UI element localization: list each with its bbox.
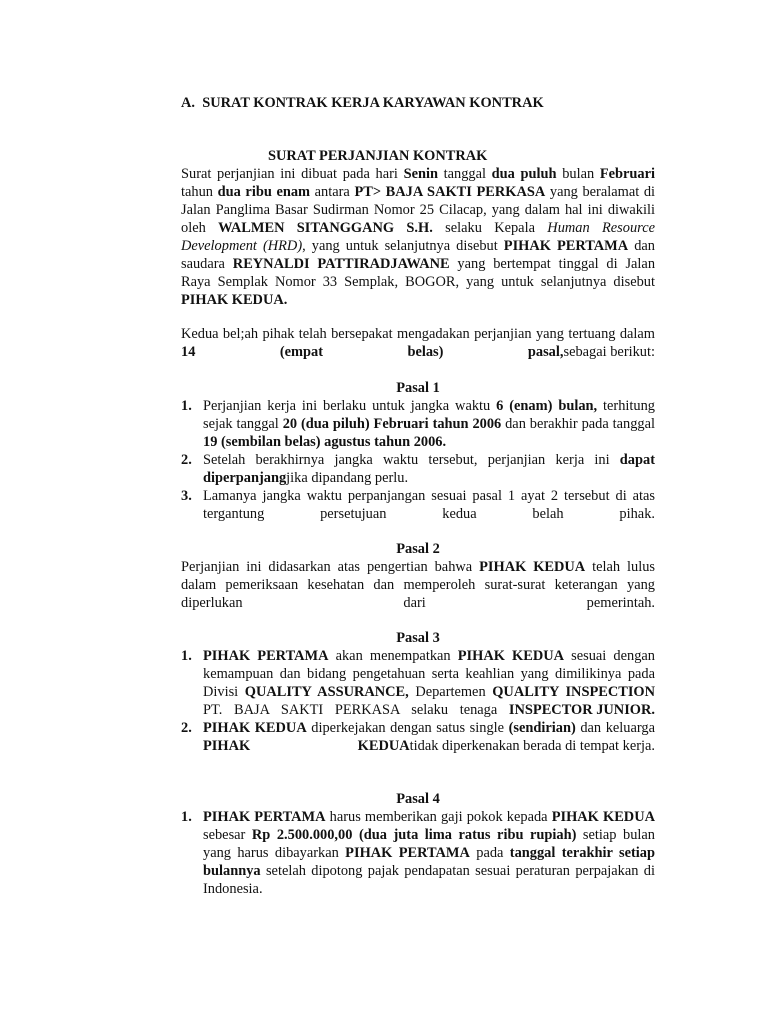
pasal-3-title: Pasal 3 — [396, 630, 440, 646]
party-two: PIHAK KEDUA — [479, 559, 586, 575]
intro-text: dan saudara — [181, 238, 655, 272]
item-emphasis: (sendirian) — [508, 720, 576, 736]
intro-text: Surat perjanjian ini dibuat pada hari — [181, 166, 404, 182]
item-text: sebesar — [203, 827, 252, 843]
representative-name: WALMEN SITANGGANG S.H. — [218, 220, 433, 236]
item-text: dan keluarga — [575, 720, 655, 736]
item-emphasis: PIHAK PERTAMA — [203, 809, 326, 825]
list-item — [181, 719, 655, 755]
item-emphasis: QUALITY INSPECTION — [492, 684, 656, 700]
agreement-text: Kedua bel;ah pihak telah bersepakat mengadakan perjanjian yang tertuang dalam — [181, 326, 655, 342]
item-text: PT. BAJA SAKTI PERKASA selaku tenaga — [203, 702, 509, 718]
item-emphasis: 6 (enam) bulan, — [496, 398, 598, 414]
intro-text: tahun — [181, 184, 218, 200]
item-text: setelah dipotong pajak pendapatan sesuai peraturan perpajakan di Indonesia. — [203, 863, 655, 897]
pasal-3-list — [181, 647, 655, 755]
item-emphasis: dapat diperpanjang — [203, 452, 655, 486]
item-number: 2. — [181, 720, 192, 736]
list-item — [181, 808, 655, 898]
intro-text: selaku Kepala — [432, 220, 548, 236]
item-number: 3. — [181, 488, 192, 504]
item-text: harus memberikan gaji pokok kepada — [325, 809, 552, 825]
item-number: 1. — [181, 398, 192, 414]
item-text: sesuai dengan kemampuan dan bidang pengetahuan serta keahlian yang dimilikinya pada Divisi — [203, 648, 655, 700]
agreement-paragraph — [181, 325, 655, 361]
employee-name: REYNALDI PATTIRADJAWANE — [232, 256, 450, 272]
intro-text: antara — [310, 184, 355, 200]
item-emphasis: tanggal terakhir setiap bulannya — [203, 845, 655, 879]
item-emphasis: PIHAK PERTAMA — [203, 648, 329, 664]
section-letter: A. — [181, 95, 195, 111]
item-text: tidak diperkenakan berada di tempat kerja. — [409, 738, 655, 754]
item-text: terhitung sejak tanggal — [203, 398, 655, 432]
pasal-1-title: Pasal 1 — [396, 380, 440, 396]
item-text: Departemen — [408, 684, 493, 700]
item-emphasis: PIHAK KEDUA — [457, 648, 564, 664]
item-emphasis: PIHAK KEDUA — [203, 738, 410, 754]
item-emphasis: PIHAK PERTAMA — [345, 845, 470, 861]
intro-text: yang bertempat tinggal di Jalan Raya Semplak Nomor 33 Semplak, BOGOR, yang untuk selanjutnya disebut — [181, 256, 656, 290]
intro-month: Februari — [599, 166, 655, 182]
list-item — [181, 451, 655, 487]
list-item — [181, 487, 655, 523]
agreement-text: sebagai berikut: — [563, 344, 655, 360]
item-emphasis: PIHAK KEDUA — [551, 809, 655, 825]
section-title: SURAT KONTRAK KERJA KARYAWAN KONTRAK — [202, 95, 544, 111]
party-one: PIHAK PERTAMA — [503, 238, 629, 254]
intro-text: tanggal — [437, 166, 492, 182]
item-text: dan berakhir pada tanggal — [501, 416, 656, 432]
item-emphasis: INSPECTOR JUNIOR. — [508, 702, 655, 718]
pasal-4-list — [181, 808, 655, 898]
pasal-2-title: Pasal 2 — [396, 541, 440, 557]
paragraph-text: Perjanjian ini didasarkan atas pengertian bahwa — [181, 559, 480, 575]
paragraph-text: telah lulus dalam pemeriksaan kesehatan dan memperoleh surat-surat keterangan yang diperlukan dari pemerintah. — [181, 559, 655, 611]
intro-text: bulan — [556, 166, 600, 182]
item-number: 1. — [181, 648, 192, 664]
document-title: SURAT PERJANJIAN KONTRAK — [268, 148, 488, 164]
item-text: akan menempatkan — [328, 648, 458, 664]
item-text: pada — [469, 845, 510, 861]
company-name: PT> BAJA SAKTI PERKASA — [354, 184, 546, 200]
pasal-4-title: Pasal 4 — [396, 791, 440, 807]
intro-paragraph — [181, 165, 655, 309]
section-heading — [181, 94, 655, 112]
item-emphasis: Rp 2.500.000,00 (dua juta lima ratus ribu rupiah) — [251, 827, 577, 843]
pasal-1-list — [181, 397, 655, 523]
department-name: Human Resource Development (HRD) — [181, 220, 656, 254]
intro-text: yang beralamat di Jalan Panglima Basar Sudirman Nomor 25 Cilacap, yang dalam hal ini diwakili oleh — [181, 184, 656, 236]
item-number: 2. — [181, 452, 192, 468]
intro-text: , yang untuk selanjutnya disebut — [302, 238, 504, 254]
item-text: diperkejakan dengan satus single — [306, 720, 509, 736]
item-number: 1. — [181, 809, 192, 825]
item-emphasis: 20 (dua piluh) Februari tahun 2006 — [282, 416, 502, 432]
list-item — [181, 647, 655, 719]
item-text: Perjanjian kerja ini berlaku untuk jangka waktu — [203, 398, 497, 414]
item-text: Lamanya jangka waktu perpanjangan sesuai pasal 1 ayat 2 tersebut di atas tergantung persetujuan kedua belah pihak. — [203, 488, 655, 522]
pasal-2-paragraph — [181, 558, 655, 612]
item-emphasis: 19 (sembilan belas) agustus tahun 2006. — [203, 434, 447, 450]
article-count: 14 (empat belas) pasal, — [181, 344, 564, 360]
item-text: Setelah berakhirnya jangka waktu tersebut, perjanjian kerja ini — [203, 452, 620, 468]
intro-date: dua puluh — [491, 166, 557, 182]
intro-day: Senin — [403, 166, 438, 182]
item-text: setiap bulan yang harus dibayarkan — [203, 827, 656, 861]
intro-year: dua ribu enam — [217, 184, 311, 200]
item-emphasis: QUALITY ASSURANCE, — [244, 684, 409, 700]
item-emphasis: PIHAK KEDUA — [203, 720, 307, 736]
party-two: PIHAK KEDUA. — [181, 292, 288, 308]
item-text: jika dipandang perlu. — [286, 470, 409, 486]
list-item — [181, 397, 655, 451]
